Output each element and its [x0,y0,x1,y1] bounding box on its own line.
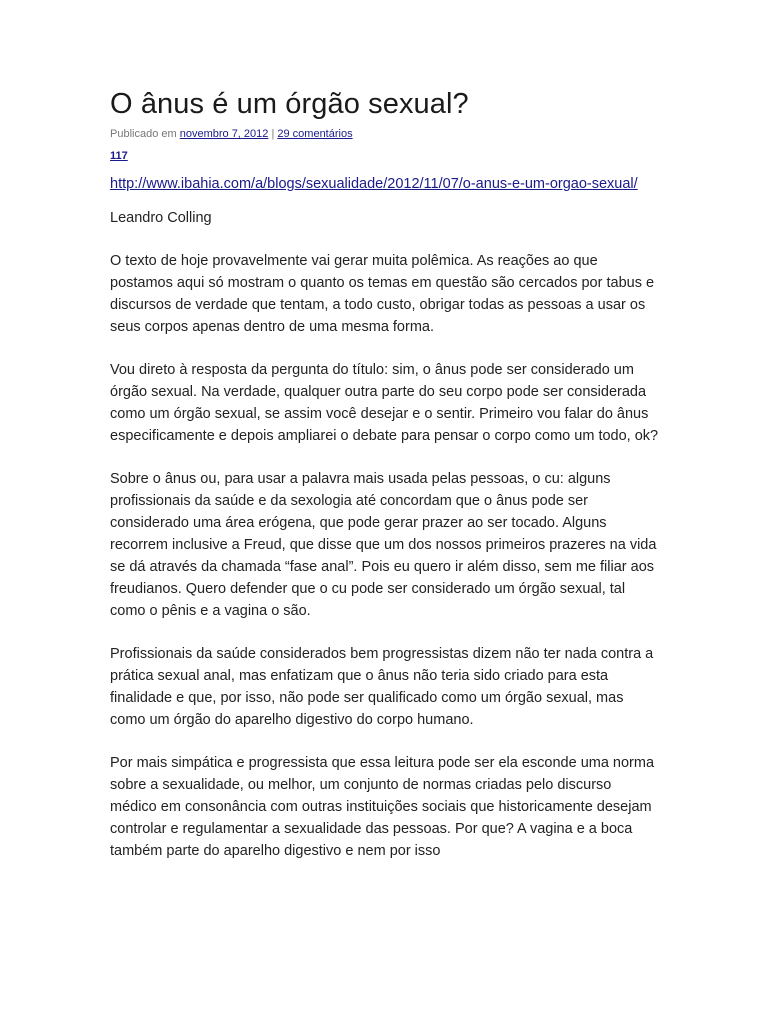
published-label: Publicado em [110,128,177,140]
meta-separator: | [271,128,275,140]
article [110,84,670,862]
paragraph: O texto de hoje provavelmente vai gerar muita polêmica. As reações ao que postamos aqui só mostram o quanto os temas em questão são cercados por tabus e discursos de verdade que tentam, a todo custo, obrigar todas as pessoas a usar os seus corpos apenas dentro de uma mesma forma. [110,253,655,335]
share-count-link[interactable]: 117 [110,150,128,162]
published-date-link[interactable]: novembro 7, 2012 [179,128,269,140]
post-meta [110,126,670,142]
paragraph: Por mais simpática e progressista que essa leitura pode ser ela esconde uma norma sobre a sexualidade, ou melhor, um conjunto de normas criadas pelo discurso médico em consonância com outras instituições sociais que historicamente desejam controlar e regulamentar a sexualidade das pessoas. Por que? A vagina e a boca também parte do aparelho digestivo e nem por isso [110,755,655,859]
paragraph: Sobre o ânus ou, para usar a palavra mais usada pelas pessoas, o cu: alguns profissionais da saúde e da sexologia até concordam que o ânus pode ser considerado uma área erógena, que pode gerar prazer ao ser tocado. Alguns recorrem inclusive a Freud, que disse que um dos nossos primeiros prazeres na vida se dá através da chamada “fase anal”. Pois eu quero ir além disso, sem me filiar aos freudianos. Quero defender que o cu pode ser considerado um órgão sexual, tal como o pênis e a vagina o são. [110,471,657,619]
paragraph: Profissionais da saúde considerados bem progressistas dizem não ter nada contra a prática sexual anal, mas enfatizam que o ânus não teria sido criado para esta finalidade e que, por isso, não pode ser qualificado como um órgão sexual, mas como um órgão do aparelho digestivo do corpo humano. [110,646,654,728]
source-link[interactable]: http://www.ibahia.com/a/blogs/sexualidade/2012/11/07/o-anus-e-um-orgao-sexual/ [110,176,638,192]
author-name: Leandro Colling [110,210,212,226]
post-title: O ânus é um órgão sexual? [110,88,469,120]
source-link-block [110,173,640,195]
paragraph: Vou direto à resposta da pergunta do título: sim, o ânus pode ser considerado um órgão sexual. Na verdade, qualquer outra parte do seu corpo pode ser considerada como um órgão sexual, se assim você desejar e o sentir. Primeiro vou falar do ânus especificamente e depois ampliarei o debate para pensar o corpo como um todo, ok? [110,362,659,444]
share-count [110,149,670,163]
comments-link[interactable]: 29 comentários [277,128,353,140]
